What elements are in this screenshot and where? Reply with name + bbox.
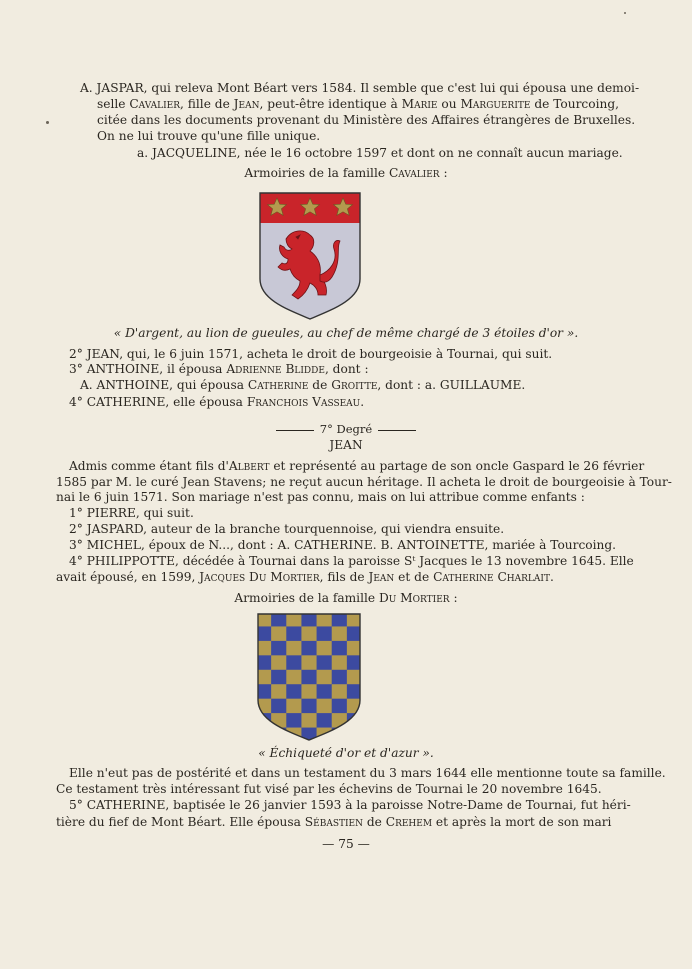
chequy-square: [301, 626, 317, 641]
chequy-square: [271, 655, 287, 670]
chequy-square: [286, 728, 302, 742]
chequy-square: [317, 728, 333, 742]
degree-heading: 7° Degré: [0, 422, 692, 437]
chequy-square: [256, 728, 272, 742]
chequy-square: [332, 670, 348, 685]
chequy-square: [301, 670, 317, 685]
chequy-square: [317, 699, 333, 714]
paragraph-jean-line-1: Admis comme étant fils d'Albert et représenté au partage de son oncle Gaspard le 26 février: [69, 459, 645, 473]
chequy-square: [271, 699, 287, 714]
chequy-square: [347, 728, 362, 742]
chequy-square: [286, 713, 302, 728]
chequy-square: [286, 684, 302, 699]
cavalier-coat-of-arms: [258, 191, 362, 321]
chequy-square: [332, 699, 348, 714]
paragraph-testament-line-2: Ce testament très intéressant fut visé par les échevins de Tournai le 20 novembre 1645.: [56, 782, 602, 796]
chequy-square: [332, 641, 348, 656]
arms-cavalier-heading: Armoiries de la famille Cavalier :: [244, 166, 448, 180]
page-number: — 75 —: [322, 837, 370, 851]
rule-right: [378, 430, 416, 431]
chequy-square: [301, 684, 317, 699]
paragraph-catherine-line-2: tière du fief de Mont Béart. Elle épousa Sébastien de Crehem et après la mort de son mari: [56, 815, 612, 829]
chequy-square: [317, 713, 333, 728]
paper-speck: [624, 12, 626, 14]
jacqueline-entry: a. JACQUELINE, née le 16 octobre 1597 et dont on ne connaît aucun mariage.: [137, 146, 623, 160]
chequy-square: [317, 655, 333, 670]
chequy-square: [317, 670, 333, 685]
rule-left: [276, 430, 314, 431]
chequy-square: [286, 699, 302, 714]
chequy-square: [271, 684, 287, 699]
entry-catherine: 4° CATHERINE, elle épousa Franchois Vasseau.: [69, 395, 365, 409]
du-mortier-coat-of-arms: [256, 612, 362, 742]
chequy-square: [332, 655, 348, 670]
chequy-square: [301, 713, 317, 728]
blazon-du-mortier: « Échiqueté d'or et d'azur ».: [258, 746, 434, 760]
chequy-square: [271, 626, 287, 641]
chequy-square: [286, 655, 302, 670]
chequy-square: [301, 655, 317, 670]
paragraph-testament-line-1: Elle n'eut pas de postérité et dans un testament du 3 mars 1644 elle mentionne toute sa famille.: [69, 766, 666, 780]
chequy-square: [271, 641, 287, 656]
child-michel: 3° MICHEL, époux de N..., dont : A. CATHERINE. B. ANTOINETTE, mariée à Tourcoing.: [69, 538, 617, 552]
chequy-square: [332, 684, 348, 699]
chequy-square: [286, 641, 302, 656]
arms-du-mortier-heading: Armoiries de la famille Du Mortier :: [234, 591, 458, 605]
chequy-square: [271, 713, 287, 728]
entry-anthoine-son: A. ANTHOINE, qui épousa Catherine de Groitte, dont : a. GUILLAUME.: [80, 378, 526, 392]
chequy-square: [332, 626, 348, 641]
paragraph-jean-line-2: 1585 par M. le curé Jean Stavens; ne reçut aucun héritage. Il acheta le droit de bourgeoisie à Tour-: [56, 475, 672, 489]
paper-speck: [46, 121, 49, 124]
chequy-square: [286, 670, 302, 685]
chequy-square: [317, 641, 333, 656]
entry-anthoine: 3° ANTHOINE, il épousa Adrienne Blidde, dont :: [69, 362, 369, 376]
chequy-square: [301, 641, 317, 656]
generation-name: JEAN: [329, 438, 363, 452]
chequy-square: [271, 670, 287, 685]
entry-jean: 2° JEAN, qui, le 6 juin 1571, acheta le droit de bourgeoisie à Tournai, qui suit.: [69, 347, 553, 361]
paragraph-catherine-line-1: 5° CATHERINE, baptisée le 26 janvier 1593 à la paroisse Notre-Dame de Tournai, fut héri-: [69, 798, 631, 812]
chequy-square: [317, 684, 333, 699]
chequy-square: [317, 626, 333, 641]
child-jaspard: 2° JASPARD, auteur de la branche tourquennoise, qui viendra ensuite.: [69, 522, 505, 536]
paragraph-jaspar-line-3: citée dans les documents provenant du Ministère des Affaires étrangères de Bruxelles.: [97, 113, 636, 127]
child-philippotte-line-2: avait épousé, en 1599, Jacques Du Mortier, fils de Jean et de Catherine Charlait.: [56, 570, 554, 584]
child-philippotte-line-1: 4° PHILIPPOTTE, décédée à Tournai dans la paroisse Sᵗ Jacques le 13 novembre 1645. Elle: [69, 554, 634, 568]
paragraph-jean-line-3: nai le 6 juin 1571. Son mariage n'est pas connu, mais on lui attribue comme enfants :: [56, 490, 585, 504]
paragraph-jaspar-line-2: selle Cavalier, fille de Jean, peut-être identique à Marie ou Marguerite de Tourcoing,: [97, 97, 619, 111]
paragraph-jaspar-line-4: On ne lui trouve qu'une fille unique.: [97, 129, 321, 143]
chequy-square: [286, 626, 302, 641]
paragraph-jaspar-line-1: A. JASPAR, qui releva Mont Béart vers 1584. Il semble que c'est lui qui épousa une demoi-: [80, 81, 640, 95]
child-pierre: 1° PIERRE, qui suit.: [69, 506, 194, 520]
blazon-cavalier: « D'argent, au lion de gueules, au chef de même chargé de 3 étoiles d'or ».: [113, 326, 579, 340]
chequy-square: [301, 699, 317, 714]
